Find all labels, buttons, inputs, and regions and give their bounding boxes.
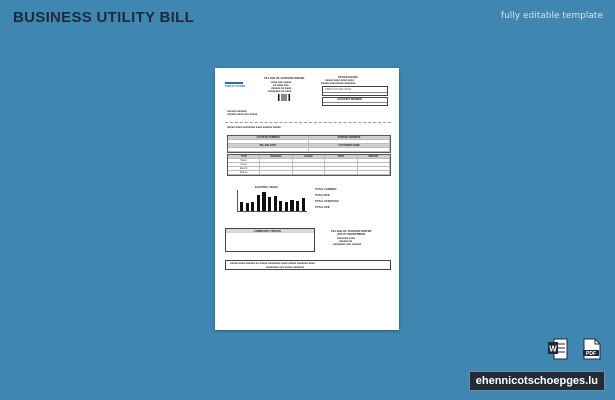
- table-cell: [325, 167, 357, 170]
- table-cell: [260, 163, 292, 166]
- table-cell: [358, 159, 390, 162]
- table-cell: [358, 171, 390, 174]
- org-line: ■■■■ ■■■ ■■■■■: [271, 81, 292, 84]
- word-icon-label: W: [549, 344, 557, 354]
- word-icon[interactable]: [548, 338, 568, 360]
- chart-bar: [262, 192, 265, 211]
- org-line: ■■■■■■■■ ■■ ■■■■: [268, 90, 292, 93]
- chart-label: ELECTRIC USAGE: [255, 186, 278, 189]
- table-cell: Refuse: [228, 171, 260, 174]
- usage-col-header: RATE: [325, 155, 357, 158]
- notice-box: [225, 260, 391, 270]
- return-text: ■■■■■ ■■■■ ■■■■■■■■ ■■■■ ■■■■■■ ■■■■■: [227, 126, 281, 129]
- address-line: ■■■■■■ ■■■■ ■■■ ■■■■■: [227, 113, 258, 116]
- chart-bar: [246, 203, 249, 211]
- chart-bar: [302, 198, 305, 211]
- table-cell: [358, 163, 390, 166]
- previous-balance-label: PREVIOUS BALANCE: [325, 88, 352, 91]
- dashed-divider: [225, 122, 391, 123]
- summary-label: TOTAL DUE: [315, 206, 330, 209]
- usage-chart: [237, 190, 307, 212]
- dept-address: ■■■■■■■ ■■■■: [337, 237, 355, 240]
- pdf-icon-label: PDF: [586, 350, 596, 357]
- pdf-icon[interactable]: [582, 338, 602, 360]
- chart-bar: [251, 202, 254, 211]
- chart-bar: [290, 200, 293, 211]
- usage-table: [227, 154, 391, 176]
- table-cell: [260, 159, 292, 162]
- logo-text: PUBLIC POWER: [225, 85, 246, 88]
- community-box: [225, 228, 315, 252]
- bill-document: [215, 68, 399, 330]
- summary-label: TOTAL DUE: [315, 194, 330, 197]
- notice-line: ■■■■■ ■■■■ ■■■■■■ ■■ ■■■■■ ■■■■■■■■ ■■■■ ■■■■■ ■■■■■■■ ■■■■: [230, 262, 315, 265]
- summary-label: TOTAL AFTER DUE: [315, 200, 339, 203]
- table-cell: [293, 171, 325, 174]
- table-cell: [358, 167, 390, 170]
- dept-line-1: VILLAGE OF JACKSON CENTER: [331, 230, 372, 233]
- account-number-header: ACCOUNT NUMBER: [228, 136, 309, 139]
- brand-badge[interactable]: ehennicotschoepges.lu: [469, 371, 605, 391]
- service-address-header: SERVICE ADDRESS: [309, 136, 390, 139]
- dept-address: ■■■■■■ ■■: [339, 240, 353, 243]
- community-header: [226, 229, 314, 233]
- org-line: ■■■■■■ ■■ ■■■■: [271, 87, 292, 90]
- page-title: BUSINESS UTILITY BILL: [13, 9, 195, 26]
- office-hours-label: OFFICE HOURS: [338, 76, 358, 79]
- billing-date-header: BILLING DATE: [228, 144, 309, 147]
- usage-col-header: TYPE: [228, 155, 260, 158]
- notice-line: ■■■■■■■■ ■■■ ■■■■■ ■■■■■■■: [266, 266, 305, 269]
- balance-box: [322, 86, 388, 96]
- table-cell: [325, 171, 357, 174]
- table-cell: Electric: [228, 167, 260, 170]
- table-cell: [325, 159, 357, 162]
- org-line: ■■ ■■■■ ■■■: [273, 84, 289, 87]
- barcode: [278, 94, 291, 101]
- account-table: [227, 135, 391, 153]
- community-label: COMMUNITY UPDATE: [254, 229, 282, 233]
- address-line: ■■■■■■ ■■■■■■: [227, 110, 247, 113]
- usage-col-header: READING: [260, 155, 292, 158]
- table-cell: [293, 163, 325, 166]
- dept-address: ■■■■■■■■ ■■■ ■■■■■■: [333, 243, 362, 246]
- usage-col-header: AMOUNT: [358, 155, 390, 158]
- usage-col-header: USAGE: [293, 155, 325, 158]
- logo: [225, 81, 249, 90]
- chart-bar: [279, 201, 282, 211]
- chart-bar: [274, 196, 277, 211]
- chart-bar: [268, 197, 271, 211]
- summary-label: TOTAL CURRENT: [315, 188, 337, 191]
- customer-name-header: CUSTOMER NAME: [309, 144, 390, 147]
- table-cell: [260, 171, 292, 174]
- table-cell: Water: [228, 159, 260, 162]
- hours-line: ■■■■■ ■■■■ ■■■■ ■■■■: [325, 79, 354, 82]
- table-cell: [260, 167, 292, 170]
- chart-bar: [285, 202, 288, 211]
- hours-line: ■■■■■ ■■■■■■■■■ ■■■■■■■: [321, 82, 356, 85]
- dept-line-2: UTILITY DEPARTMENT: [337, 233, 366, 236]
- table-row: [228, 171, 390, 175]
- chart-bar: [257, 195, 260, 211]
- table-cell: [325, 163, 357, 166]
- table-cell: [293, 167, 325, 170]
- table-cell: [293, 159, 325, 162]
- chart-bar: [296, 201, 299, 211]
- table-cell: Sewer: [228, 163, 260, 166]
- chart-bar: [240, 202, 243, 211]
- account-number-label: ACCOUNT NUMBER: [337, 98, 363, 101]
- org-name: VILLAGE OF JACKSON CENTER: [264, 77, 305, 80]
- page-subtitle: fully editable template: [500, 11, 603, 21]
- account-box: [322, 97, 388, 106]
